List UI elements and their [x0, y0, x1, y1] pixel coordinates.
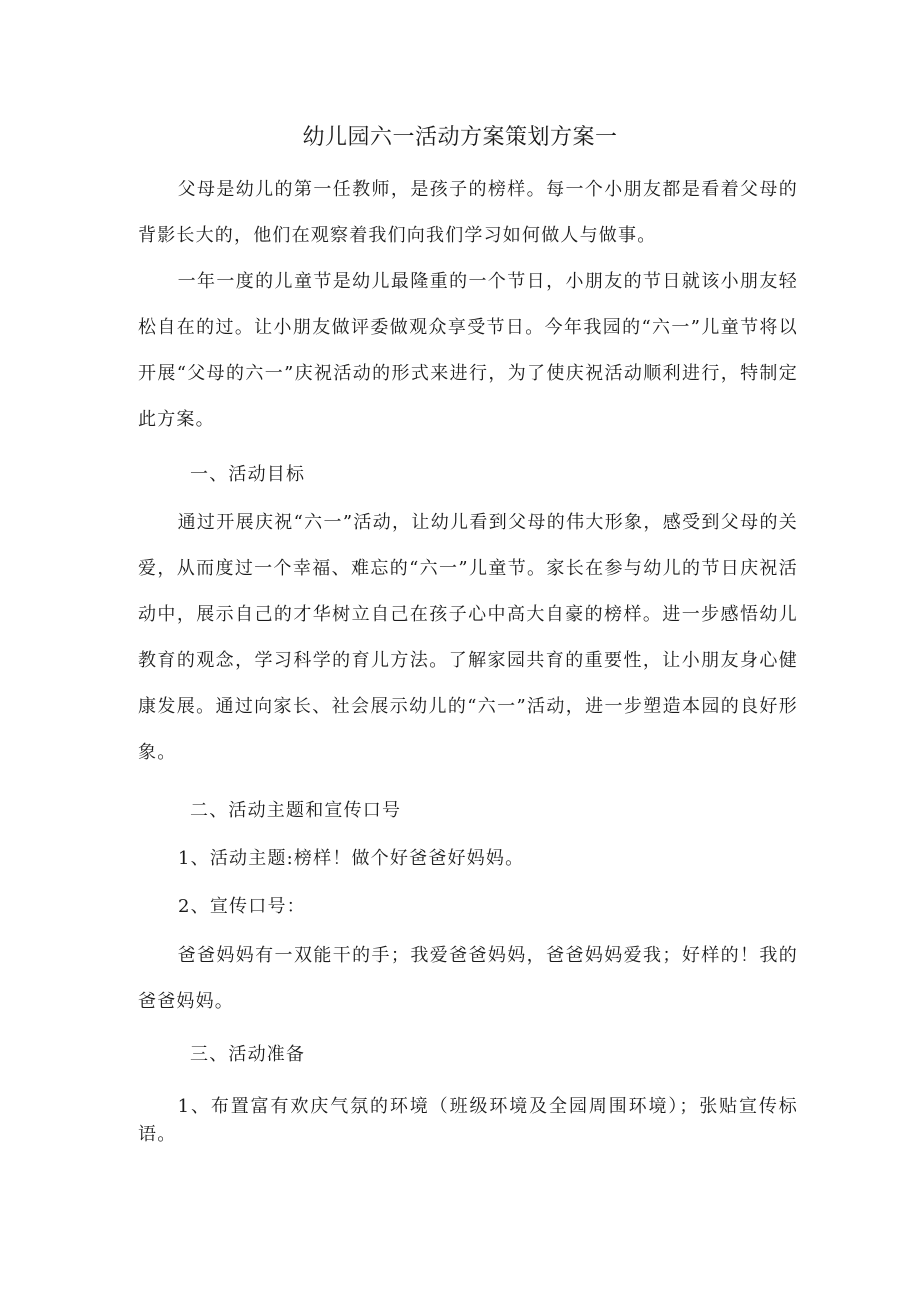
section-2-heading: 二、活动主题和宣传口号 [190, 800, 402, 821]
slogan-paragraph: 爸爸妈妈有一双能干的手；我爱爸爸妈妈，爸爸妈妈爱我；好样的！我的爸爸妈妈。 [138, 945, 798, 1012]
section-2-item-2: 2、宣传口号： [178, 896, 306, 917]
intro-paragraph-1: 父母是幼儿的第一任教师，是孩子的榜样。每一个小朋友都是看着父母的背影长大的，他们在观察着我们向我们学习如何做人与做事。 [138, 179, 798, 246]
section-3-item-1: 1、布置富有欢庆气氛的环境（班级环境及全园周围环境）；张贴宣传标语。 [138, 1096, 798, 1145]
document-title: 幼儿园六一活动方案策划方案一 [302, 125, 618, 150]
section-2-item-1: 1、活动主题:榜样！做个好爸爸好妈妈。 [178, 848, 525, 869]
section-1-heading: 一、活动目标 [190, 464, 306, 485]
section-3-heading: 三、活动准备 [190, 1044, 306, 1065]
intro-paragraph-2: 一年一度的儿童节是幼儿最隆重的一个节日，小朋友的节日就该小朋友轻松自在的过。让小朋友做评委做观众享受节日。今年我园的“六一”儿童节将以开展“父母的六一”庆祝活动的形式来进行，为了使庆祝活动顺利进行，特制定此方案。 [138, 271, 798, 430]
section-1-body: 通过开展庆祝“六一”活动，让幼儿看到父母的伟大形象，感受到父母的关爱，从而度过一个幸福、难忘的“六一”儿童节。家长在参与幼儿的节日庆祝活动中，展示自己的才华树立自己在孩子心中高大自豪的榜样。进一步感悟幼儿教育的观念，学习科学的育儿方法。了解家园共育的重要性，让小朋友身心健康发展。通过向家长、社会展示幼儿的“六一”活动，进一步塑造本园的良好形象。 [138, 512, 798, 763]
